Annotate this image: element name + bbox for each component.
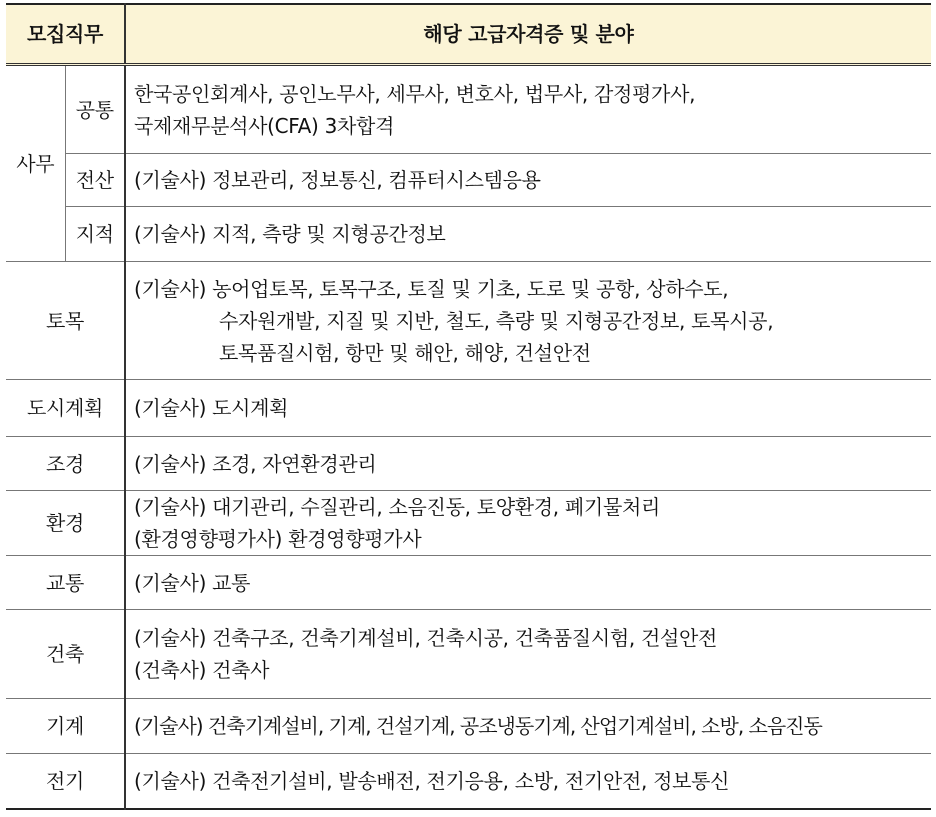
- table-row: [6, 380, 931, 437]
- table-row: [6, 610, 931, 699]
- qualification-cell: [125, 262, 931, 380]
- category-urban-planning: 도시계획: [6, 380, 125, 437]
- qualification-line: 한국공인회계사, 공인노무사, 세무사, 변호사, 법무사, 감정평가사,: [134, 81, 696, 106]
- header-qualification: 해당 고급자격증 및 분야: [125, 4, 931, 65]
- subcategory-cadastral: 지적: [65, 207, 125, 262]
- qualification-cell: [125, 380, 931, 437]
- qualification-line: (기술사) 농어업토목, 토목구조, 토질 및 기초, 도로 및 공항, 상하수도,: [134, 276, 729, 301]
- table-row: [6, 556, 931, 610]
- qualification-cell: [125, 154, 931, 207]
- qualification-cell: [125, 65, 931, 154]
- category-electrical: 전기: [6, 754, 125, 809]
- subcategory-common: 공통: [65, 65, 125, 154]
- qualification-line: (기술사) 도시계획: [134, 396, 289, 420]
- qualification-table: [6, 3, 931, 810]
- qualification-cell: [125, 491, 931, 556]
- qualification-cell: [125, 437, 931, 491]
- qualification-cell: [125, 556, 931, 610]
- table-header-row: [6, 4, 931, 65]
- category-traffic: 교통: [6, 556, 125, 610]
- qualification-line: 수자원개발, 지질 및 지반, 철도, 측량 및 지형공간정보, 토목시공,: [219, 308, 774, 333]
- qualification-cell: [125, 699, 931, 754]
- table-row: [6, 754, 931, 809]
- qualification-line: (건축사) 건축사: [134, 658, 270, 682]
- table-row: [6, 699, 931, 754]
- category-architecture: 건축: [6, 610, 125, 699]
- qualification-line: (기술사) 교통: [134, 570, 251, 595]
- subcategory-computing: 전산: [65, 154, 125, 207]
- table-row: [6, 491, 931, 556]
- category-civil: 토목: [6, 262, 125, 380]
- qualification-line: (환경영향평가사) 환경영향평가사: [134, 527, 422, 551]
- qualification-line: 토목품질시험, 항만 및 해안, 해양, 건설안전: [219, 340, 591, 365]
- table-row: [6, 154, 931, 207]
- qualification-line: 국제재무분석사(CFA) 3차합격: [134, 113, 395, 138]
- table-row: [6, 262, 931, 380]
- qualification-cell: [125, 610, 931, 699]
- qualification-cell: [125, 754, 931, 809]
- header-job-category: 모집직무: [6, 4, 125, 65]
- table-row: [6, 65, 931, 154]
- table-row: [6, 437, 931, 491]
- qualification-table-container: [6, 3, 931, 810]
- qualification-line: (기술사) 대기관리, 수질관리, 소음진동, 토양환경, 폐기물처리: [134, 495, 661, 519]
- table-row: [6, 207, 931, 262]
- qualification-line: (기술사) 지적, 측량 및 지형공간정보: [134, 222, 446, 246]
- category-office: 사무: [6, 65, 65, 262]
- category-landscape: 조경: [6, 437, 125, 491]
- qualification-line: (기술사) 정보관리, 정보통신, 컴퓨터시스템응용: [134, 168, 541, 192]
- qualification-cell: [125, 207, 931, 262]
- qualification-line: (기술사) 조경, 자연환경관리: [134, 451, 377, 476]
- category-environment: 환경: [6, 491, 125, 556]
- qualification-line: (기술사) 건축구조, 건축기계설비, 건축시공, 건축품질시험, 건설안전: [134, 626, 718, 650]
- category-mechanical: 기계: [6, 699, 125, 754]
- qualification-line: (기술사) 건축전기설비, 발송배전, 전기응용, 소방, 전기안전, 정보통신: [134, 768, 730, 793]
- qualification-line: (기술사) 건축기계설비, 기계, 건설기계, 공조냉동기계, 산업기계설비, 소방, 소음진동: [134, 714, 822, 738]
